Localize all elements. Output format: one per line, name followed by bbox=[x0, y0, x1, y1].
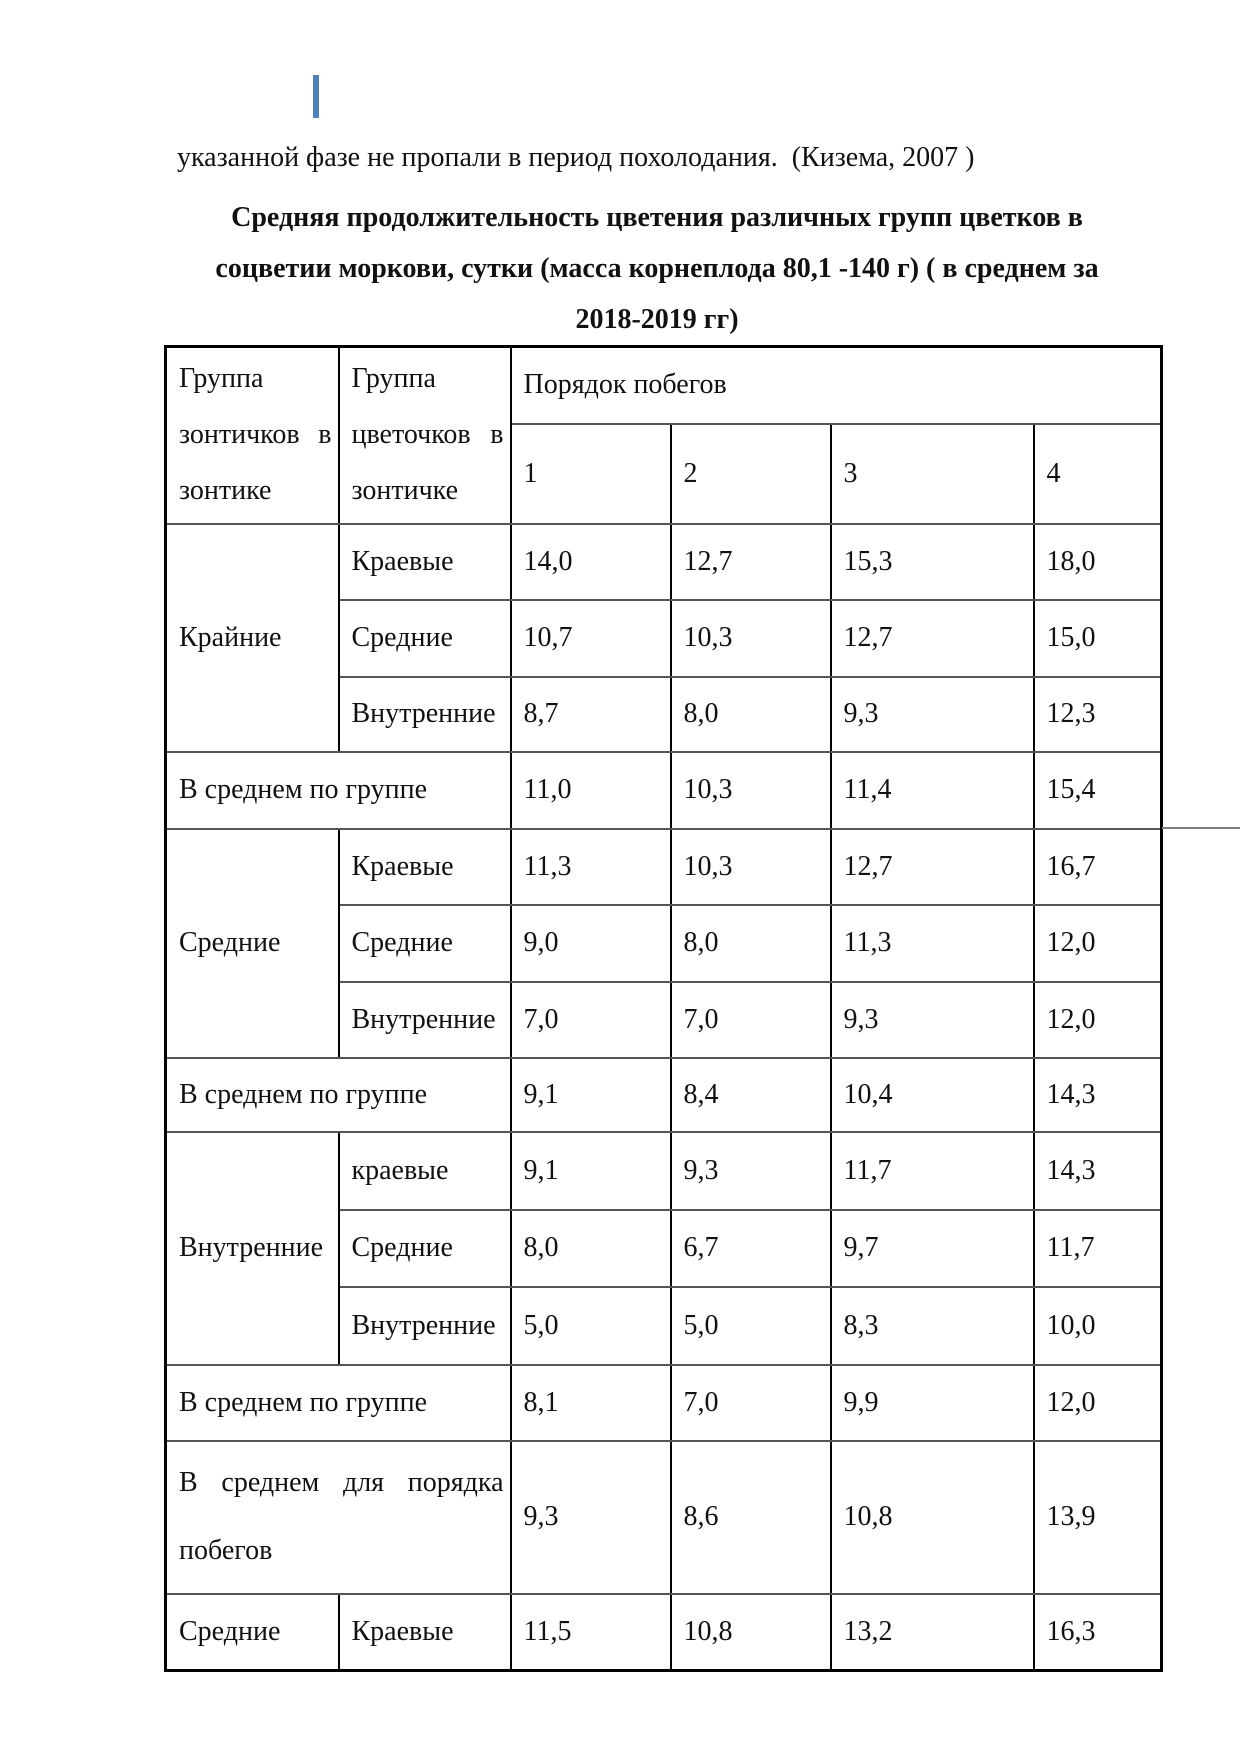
value-cell: 12,0 bbox=[1034, 982, 1162, 1058]
value-cell: 10,0 bbox=[1034, 1287, 1162, 1365]
group-cell: Средние bbox=[166, 1594, 339, 1671]
value-cell: 15,0 bbox=[1034, 600, 1162, 677]
value-cell: 6,7 bbox=[671, 1210, 831, 1287]
value-cell: 11,3 bbox=[511, 829, 671, 905]
table-row bbox=[166, 1441, 1162, 1594]
header-cell-order-3: 3 bbox=[831, 424, 1034, 524]
value-cell: 12,0 bbox=[1034, 905, 1162, 982]
value-cell: 16,7 bbox=[1034, 829, 1162, 905]
value-cell: 12,7 bbox=[831, 829, 1034, 905]
value-cell: 8,0 bbox=[511, 1210, 671, 1287]
value-cell: 9,3 bbox=[511, 1441, 671, 1594]
value-cell: 11,5 bbox=[511, 1594, 671, 1671]
subgroup-cell: Краевые bbox=[339, 524, 511, 600]
value-cell: 8,0 bbox=[671, 905, 831, 982]
value-cell: 8,3 bbox=[831, 1287, 1034, 1365]
value-cell: 5,0 bbox=[671, 1287, 831, 1365]
group-average-cell: В среднем по группе bbox=[166, 752, 511, 829]
value-cell: 5,0 bbox=[511, 1287, 671, 1365]
subgroup-cell: Средние bbox=[339, 600, 511, 677]
table-row bbox=[166, 752, 1162, 829]
group-cell: Крайние bbox=[166, 524, 339, 752]
table-row bbox=[166, 829, 1162, 905]
value-cell: 9,3 bbox=[831, 677, 1034, 752]
table-title-line2: соцветии моркови, сутки (масса корнеплода 80,1 -140 г) ( в среднем за bbox=[215, 253, 1099, 284]
value-cell: 10,8 bbox=[831, 1441, 1034, 1594]
value-cell: 14,3 bbox=[1034, 1132, 1162, 1210]
value-cell: 8,0 bbox=[671, 677, 831, 752]
value-cell: 14,3 bbox=[1034, 1058, 1162, 1132]
value-cell: 9,0 bbox=[511, 905, 671, 982]
value-cell: 12,0 bbox=[1034, 1365, 1162, 1441]
subgroup-cell: Краевые bbox=[339, 1594, 511, 1671]
table-row bbox=[166, 1058, 1162, 1132]
value-cell: 18,0 bbox=[1034, 524, 1162, 600]
table-row bbox=[166, 347, 1162, 424]
value-cell: 9,1 bbox=[511, 1058, 671, 1132]
value-cell: 9,1 bbox=[511, 1132, 671, 1210]
value-cell: 14,0 bbox=[511, 524, 671, 600]
value-cell: 7,0 bbox=[511, 982, 671, 1058]
table-title bbox=[177, 192, 1137, 345]
value-cell: 10,3 bbox=[671, 829, 831, 905]
group-cell: Средние bbox=[166, 829, 339, 1058]
value-cell: 10,3 bbox=[671, 600, 831, 677]
header-cell-order-2: 2 bbox=[671, 424, 831, 524]
value-cell: 12,3 bbox=[1034, 677, 1162, 752]
value-cell: 9,7 bbox=[831, 1210, 1034, 1287]
subgroup-cell: Внутренние bbox=[339, 1287, 511, 1365]
order-average-cell: В среднем для порядка побегов bbox=[166, 1441, 511, 1594]
flowering-duration-table bbox=[164, 345, 1163, 1672]
header-cell-floret-group: Группа цветочков в зонтичке bbox=[339, 347, 511, 524]
value-cell: 8,4 bbox=[671, 1058, 831, 1132]
value-cell: 7,0 bbox=[671, 982, 831, 1058]
value-cell: 10,7 bbox=[511, 600, 671, 677]
value-cell: 7,0 bbox=[671, 1365, 831, 1441]
table-row bbox=[166, 1594, 1162, 1671]
group-average-cell: В среднем по группе bbox=[166, 1365, 511, 1441]
table-title-line3: 2018-2019 гг) bbox=[575, 304, 739, 335]
value-cell: 11,7 bbox=[1034, 1210, 1162, 1287]
value-cell: 10,3 bbox=[671, 752, 831, 829]
value-cell: 9,3 bbox=[671, 1132, 831, 1210]
value-cell: 15,3 bbox=[831, 524, 1034, 600]
value-cell: 15,4 bbox=[1034, 752, 1162, 829]
text-cursor bbox=[313, 75, 319, 118]
header-cell-order-1: 1 bbox=[511, 424, 671, 524]
value-cell: 11,4 bbox=[831, 752, 1034, 829]
value-cell: 11,3 bbox=[831, 905, 1034, 982]
table-row bbox=[166, 524, 1162, 600]
value-cell: 10,4 bbox=[831, 1058, 1034, 1132]
subgroup-cell: Средние bbox=[339, 905, 511, 982]
value-cell: 12,7 bbox=[831, 600, 1034, 677]
table-row bbox=[166, 1132, 1162, 1210]
header-cell-order-4: 4 bbox=[1034, 424, 1162, 524]
value-cell: 11,7 bbox=[831, 1132, 1034, 1210]
value-cell: 8,6 bbox=[671, 1441, 831, 1594]
subgroup-cell: Средние bbox=[339, 1210, 511, 1287]
value-cell: 8,7 bbox=[511, 677, 671, 752]
value-cell: 9,9 bbox=[831, 1365, 1034, 1441]
header-cell-umbel-group: Группа зонтичков в зонтике bbox=[166, 347, 339, 524]
subgroup-cell: Внутренние bbox=[339, 982, 511, 1058]
value-cell: 10,8 bbox=[671, 1594, 831, 1671]
subgroup-cell: краевые bbox=[339, 1132, 511, 1210]
group-average-cell: В среднем по группе bbox=[166, 1058, 511, 1132]
group-cell: Внутренние bbox=[166, 1132, 339, 1365]
value-cell: 9,3 bbox=[831, 982, 1034, 1058]
subgroup-cell: Краевые bbox=[339, 829, 511, 905]
value-cell: 16,3 bbox=[1034, 1594, 1162, 1671]
value-cell: 13,2 bbox=[831, 1594, 1034, 1671]
table-row bbox=[166, 1365, 1162, 1441]
value-cell: 12,7 bbox=[671, 524, 831, 600]
table-title-line1: Средняя продолжительность цветения различных групп цветков в bbox=[231, 202, 1083, 233]
subgroup-cell: Внутренние bbox=[339, 677, 511, 752]
header-cell-shoot-order: Порядок побегов bbox=[511, 347, 1162, 424]
value-cell: 13,9 bbox=[1034, 1441, 1162, 1594]
value-cell: 11,0 bbox=[511, 752, 671, 829]
value-cell: 8,1 bbox=[511, 1365, 671, 1441]
margin-rule-line bbox=[1162, 827, 1240, 829]
body-text: указанной фазе не пропали в период похолодания. (Кизема, 2007 ) bbox=[177, 142, 975, 173]
